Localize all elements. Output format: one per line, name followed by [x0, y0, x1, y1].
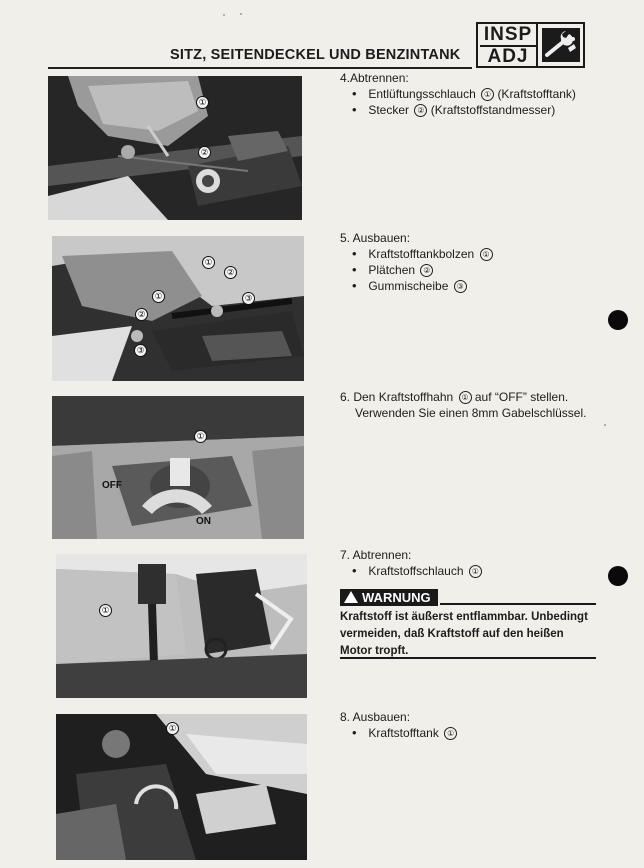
section-badge — [476, 22, 585, 68]
step-5 — [340, 230, 493, 294]
step-6 — [340, 389, 586, 421]
warning-label: WARNUNG — [340, 589, 438, 606]
step-items — [340, 563, 482, 579]
warning-text: Kraftstoff ist äußerst entflammbar. Unbedingt vermeiden, daß Kraftstoff auf den heißen Motor tropft. — [340, 611, 588, 657]
warning-triangle-icon — [344, 591, 358, 603]
photo-callout: ② — [224, 266, 237, 279]
step-items — [340, 86, 576, 118]
punch-hole — [608, 310, 628, 330]
wrench-icon — [542, 28, 580, 62]
step-heading: 6. Den Kraftstoffhahn ① auf “OFF” stellen. — [340, 390, 569, 404]
warning-rule — [340, 657, 596, 659]
warning-rule — [440, 603, 596, 605]
header-rule — [48, 67, 472, 69]
photo-callout: ① — [166, 722, 179, 735]
list-item: • Gummischeibe ③ — [352, 278, 493, 294]
list-item: • Kraftstofftankbolzen ① — [352, 246, 493, 262]
photo-callout: ③ — [242, 292, 255, 305]
punch-hole — [608, 566, 628, 586]
photo-callout: ① — [202, 256, 215, 269]
photo-callout: ① — [196, 96, 209, 109]
step-heading: 5. Ausbauen: — [340, 231, 411, 245]
badge-insp: INSP — [483, 24, 533, 45]
step-8 — [340, 709, 457, 741]
step-items — [340, 246, 493, 294]
photo-label-on: ON — [196, 516, 211, 527]
photo-callout: ① — [194, 430, 207, 443]
badge-adj: ADJ — [480, 45, 536, 67]
photo-step-6 — [52, 396, 304, 539]
step-heading: 7. Abtrennen: — [340, 548, 412, 562]
photo-callout: ② — [198, 146, 211, 159]
photo-step-4 — [48, 76, 302, 220]
photo-step-8 — [56, 714, 307, 860]
list-item: • Kraftstofftank ① — [352, 725, 457, 741]
step-heading: 4.Abtrennen: — [340, 71, 409, 85]
photo-label-off: OFF — [102, 480, 122, 491]
page-title: SITZ, SEITENDECKEL UND BENZINTANK — [170, 47, 461, 63]
list-item: • Plätchen ② — [352, 262, 493, 278]
photo-callout: ① — [152, 290, 165, 303]
photo-step-7 — [56, 554, 307, 698]
step-heading: 8. Ausbauen: — [340, 710, 411, 724]
step-items — [340, 725, 457, 741]
step-4 — [340, 70, 576, 118]
list-item: • Kraftstoffschlauch ① — [352, 563, 482, 579]
photo-callout: ② — [135, 308, 148, 321]
photo-callout: ① — [99, 604, 112, 617]
step-7 — [340, 547, 482, 579]
photo-step-5 — [52, 236, 304, 381]
list-item: • Entlüftungsschlauch ① (Kraftstofftank) — [352, 86, 576, 102]
list-item: • Stecker ② (Kraftstoffstandmesser) — [352, 102, 576, 118]
step-note: Verwenden Sie einen 8mm Gabelschlüssel. — [355, 406, 587, 420]
photo-callout: ③ — [134, 344, 147, 357]
